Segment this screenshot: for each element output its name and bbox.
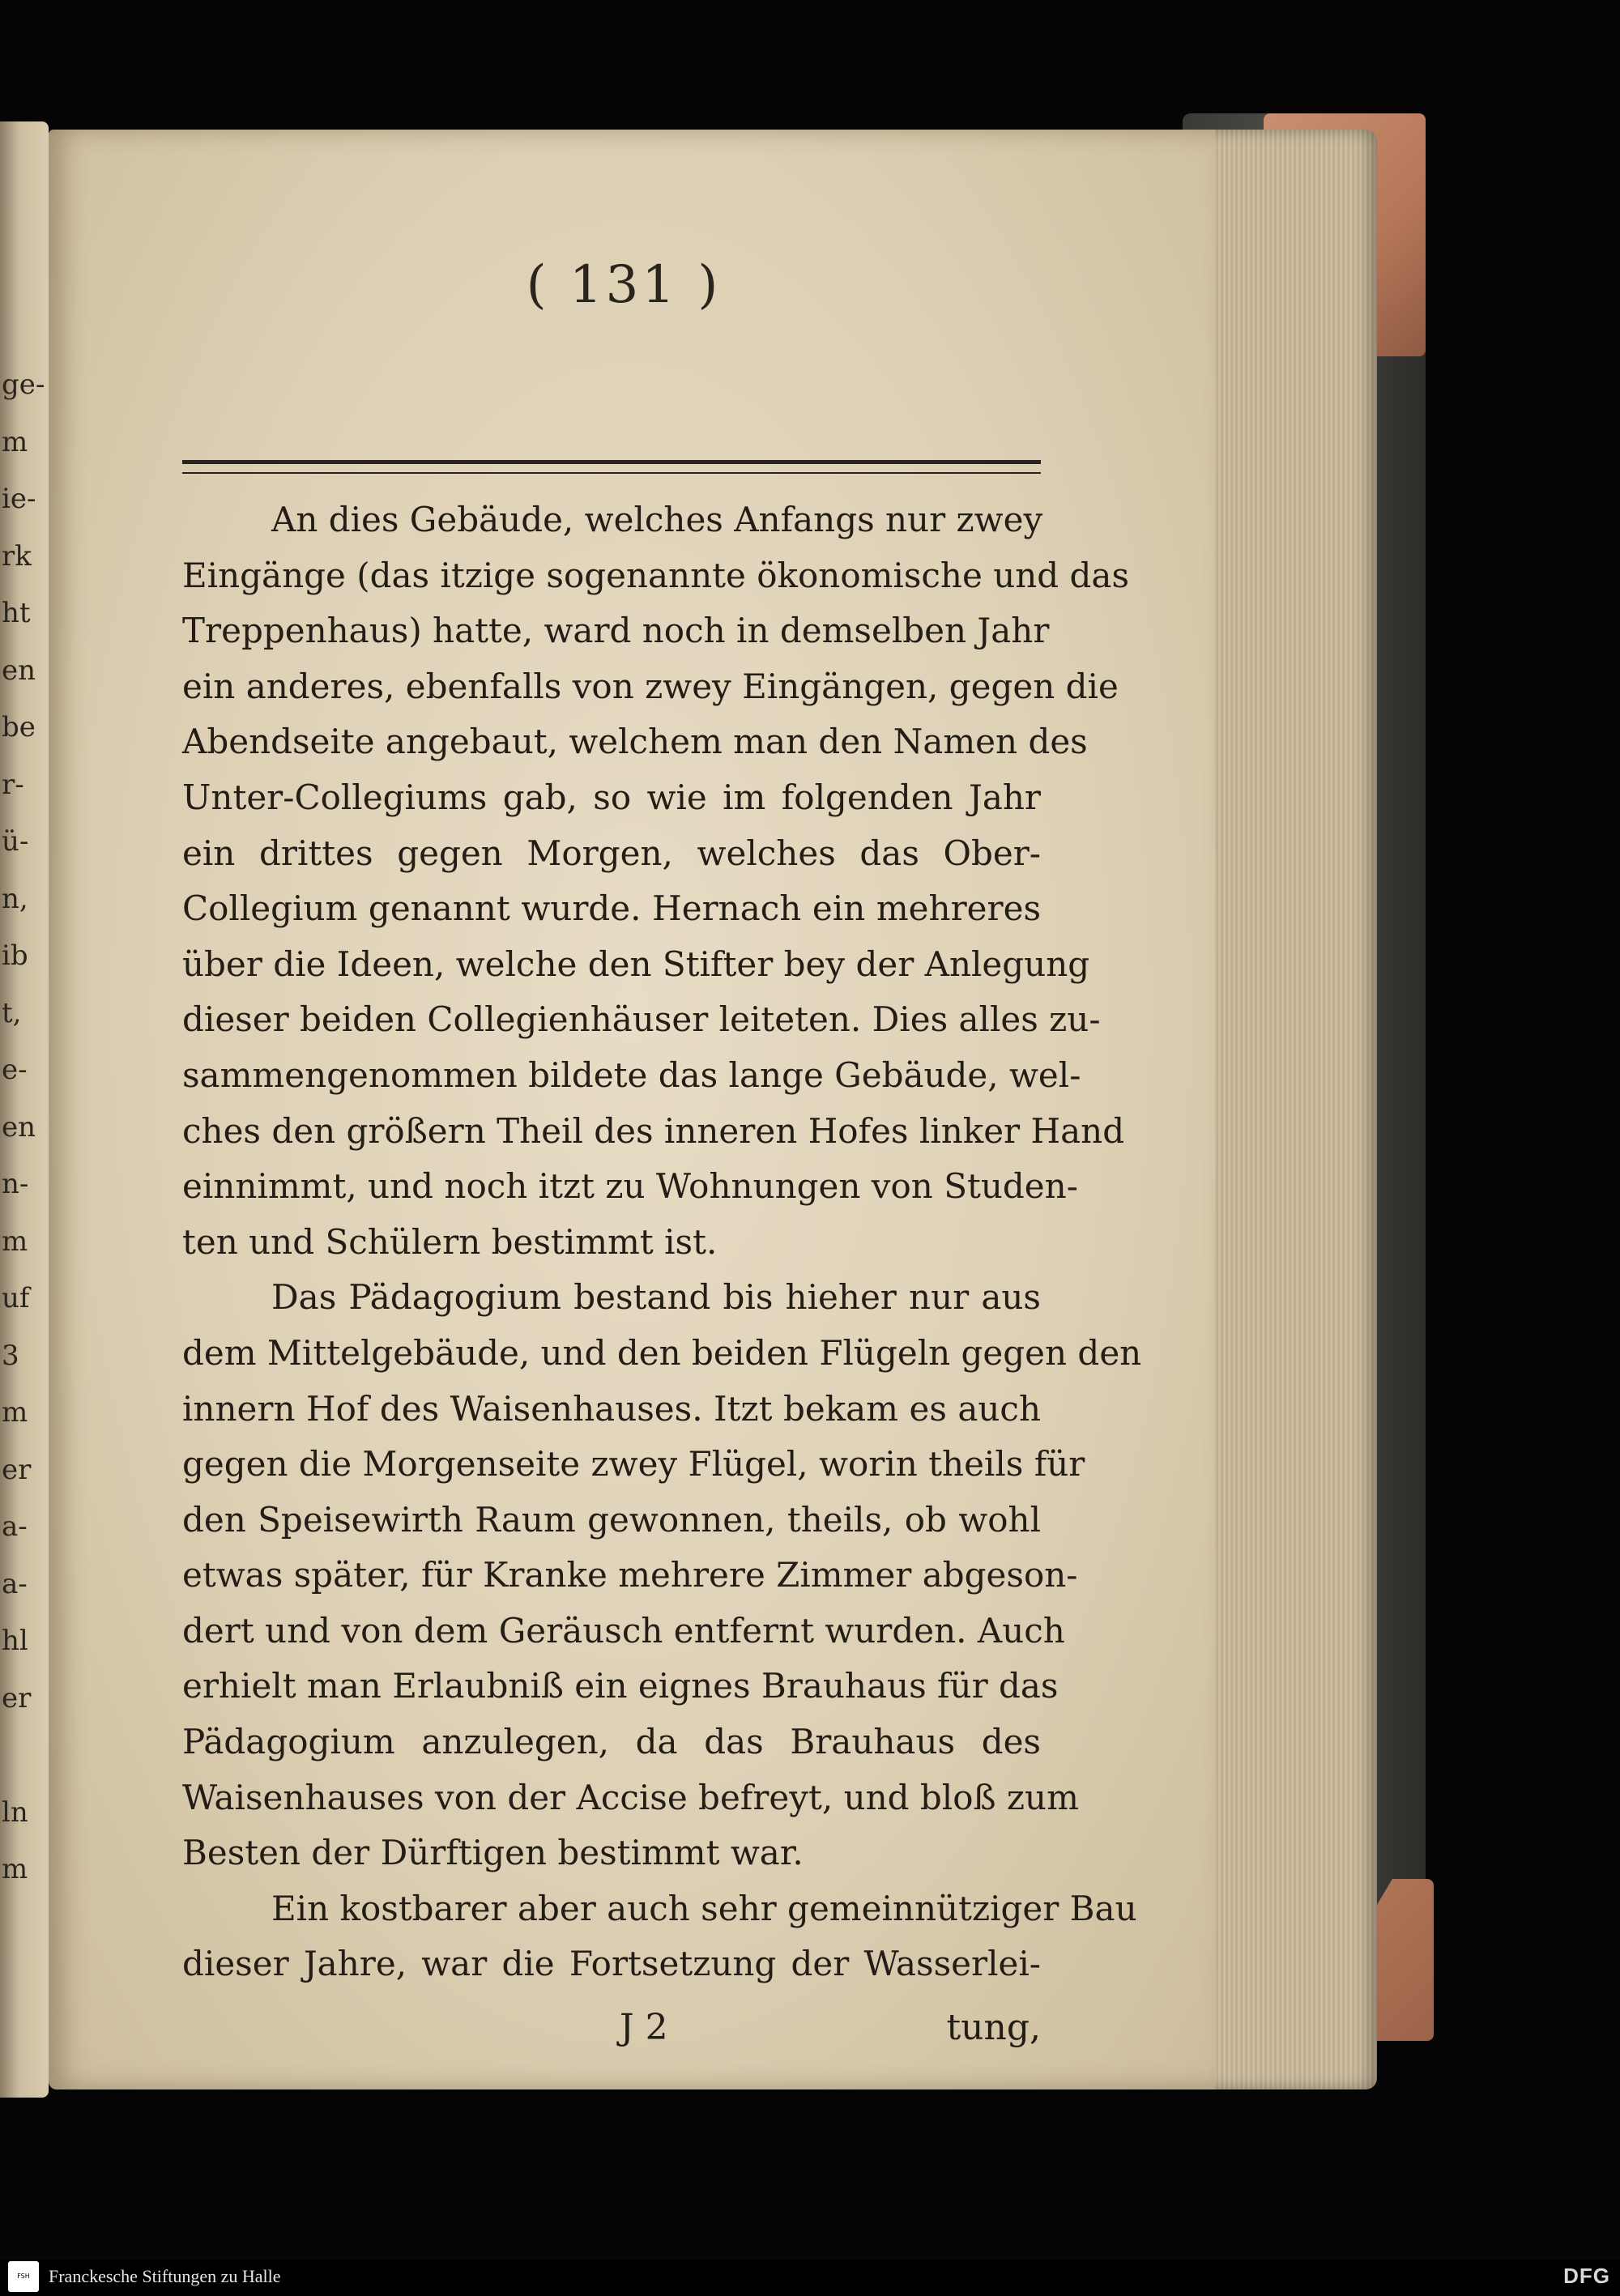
text-line: Unter-Collegiums gab, so wie im folgenden Jahr xyxy=(182,777,1041,817)
text-line: dem Mittelgebäude, und den beiden Flügeln gegen den xyxy=(182,1332,1142,1373)
left-page-fragment: uf xyxy=(2,1282,30,1314)
text-line: Pädagogium anzulegen, da das Brauhaus des xyxy=(182,1722,1041,1762)
left-page-fragment: er xyxy=(2,1681,32,1715)
left-page-fragment: t, xyxy=(2,996,22,1029)
text-line: etwas später, für Kranke mehrere Zimmer abgeson- xyxy=(182,1555,1078,1595)
left-page-fragment: m xyxy=(2,1853,28,1885)
text-line: Ein kostbarer aber auch sehr gemeinnütziger Bau xyxy=(271,1888,1137,1928)
institution-logo: FSH xyxy=(8,2261,39,2292)
text-line: innern Hof des Waisenhauses. Itzt bekam es auch xyxy=(182,1388,1041,1429)
left-page-fragment: rk xyxy=(2,539,32,573)
left-page-fragment: n, xyxy=(2,882,28,915)
left-page-fragment: 3 xyxy=(2,1339,19,1372)
text-line: ches den größern Theil des inneren Hofes linker Hand xyxy=(182,1110,1125,1151)
signature-mark: J 2 xyxy=(620,2007,668,2048)
text-line: dert und von dem Geräusch entfernt wurden. Auch xyxy=(182,1610,1065,1651)
text-line: über die Ideen, welche den Stifter bey der Anlegung xyxy=(182,944,1090,984)
text-line: erhielt man Erlaubniß ein eignes Brauhaus für das xyxy=(182,1666,1059,1706)
text-line: ein anderes, ebenfalls von zwey Eingängen, gegen die xyxy=(182,666,1119,706)
book-page xyxy=(49,130,1215,2089)
text-line: Eingänge (das itzige sogenannte ökonomische und das xyxy=(182,555,1130,595)
text-line: ein drittes gegen Morgen, welches das Ober- xyxy=(182,833,1041,873)
left-page-fragment: r- xyxy=(2,768,24,801)
text-line: Collegium genannt wurde. Hernach ein mehreres xyxy=(182,888,1041,929)
text-line: An dies Gebäude, welches Anfangs nur zwey xyxy=(271,500,1043,539)
text-line: gegen die Morgenseite zwey Flügel, worin theils für xyxy=(182,1444,1085,1485)
left-page-fragment: en xyxy=(2,654,36,687)
left-page-fragment: ü- xyxy=(2,825,29,858)
text-line: Das Pädagogium bestand bis hieher nur aus xyxy=(271,1277,1041,1318)
left-page-fragment: m xyxy=(2,425,28,458)
page-body-text xyxy=(182,492,1142,1992)
left-page-fragment: m xyxy=(2,1396,28,1429)
signature-line xyxy=(182,2007,1041,2055)
text-line: einnimmt, und noch itzt zu Wohnungen von Studen- xyxy=(182,1166,1078,1207)
institution-name: Franckesche Stiftungen zu Halle xyxy=(49,2266,281,2286)
header-rule xyxy=(182,460,1041,474)
text-line: dieser Jahre, war die Fortsetzung der Wasserlei- xyxy=(182,1944,1041,1984)
left-page-fragment: ln xyxy=(2,1795,28,1829)
left-page-fragment: a- xyxy=(2,1567,28,1600)
text-line: dieser beiden Collegienhäuser leiteten. Dies alles zu- xyxy=(182,999,1101,1040)
catchword: tung, xyxy=(946,2007,1041,2048)
left-page-fragment: m xyxy=(2,1225,28,1258)
left-page-fragment: a- xyxy=(2,1510,28,1543)
left-page-fragments xyxy=(2,356,45,1898)
text-line: Besten der Dürftigen bestimmt war. xyxy=(182,1833,804,1873)
left-page-fragment: er xyxy=(2,1453,32,1486)
left-page-fragment: en xyxy=(2,1110,36,1144)
left-page-fragment: e- xyxy=(2,1054,28,1086)
text-line: Abendseite angebaut, welchem man den Namen des xyxy=(182,722,1088,762)
left-page-fragment: ib xyxy=(2,939,28,972)
page-number-header: ( 131 ) xyxy=(526,255,722,315)
text-line: Waisenhauses von der Accise befreyt, und bloß zum xyxy=(182,1777,1079,1817)
left-page-fragment: ge- xyxy=(2,368,45,401)
text-line: den Speisewirth Raum gewonnen, theils, ob wohl xyxy=(182,1499,1041,1540)
left-page-fragment: hl xyxy=(2,1625,28,1657)
page-edges xyxy=(1191,130,1377,2089)
left-page-fragment: ht xyxy=(2,597,31,629)
left-page-fragment: ie- xyxy=(2,483,36,515)
dfg-logo: DFG xyxy=(1563,2264,1610,2288)
left-page-fragment: be xyxy=(2,711,36,743)
text-line: sammengenommen bildete das lange Gebäude, wel- xyxy=(182,1054,1081,1095)
text-line: Treppenhaus) hatte, ward noch in demselben Jahr xyxy=(182,611,1050,651)
text-line: ten und Schülern bestimmt ist. xyxy=(182,1221,718,1262)
left-page-fragment xyxy=(2,1727,34,1784)
left-page-fragment: n- xyxy=(2,1168,29,1200)
